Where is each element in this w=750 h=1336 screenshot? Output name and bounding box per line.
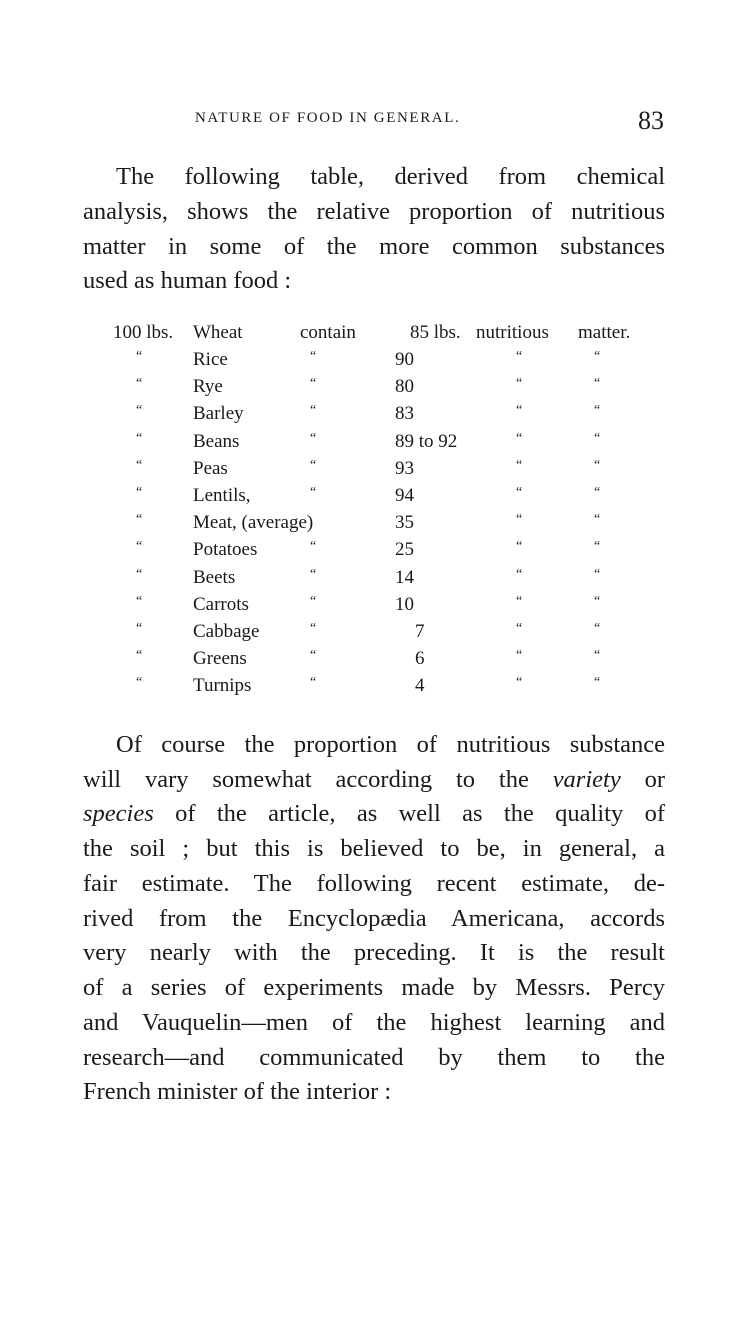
cell-ditto-unit1: “ xyxy=(516,457,523,473)
cell-ditto-qty: “ xyxy=(136,621,143,636)
cell-ditto-verb: “ xyxy=(310,349,317,364)
cell-ditto-unit2: “ xyxy=(594,376,601,392)
cell-item: Meat, (average) xyxy=(193,512,314,534)
text: or xyxy=(620,766,665,793)
cell-amount: 35 xyxy=(395,512,414,534)
cell-ditto-qty: “ xyxy=(136,648,143,664)
cell-ditto-verb: “ xyxy=(310,485,317,500)
table-row xyxy=(0,458,750,484)
cell-ditto-verb: “ xyxy=(310,621,317,636)
cell-ditto-unit1: “ xyxy=(516,485,523,500)
cell-amount: 85 lbs. xyxy=(410,322,461,343)
cell-ditto-unit2: “ xyxy=(594,485,601,500)
cell-ditto-verb: “ xyxy=(310,675,317,691)
body-line xyxy=(83,799,665,829)
table-row xyxy=(0,512,750,538)
cell-item: Beets xyxy=(193,566,236,588)
cell-item: Rye xyxy=(193,376,223,398)
cell-ditto-unit2: “ xyxy=(594,539,601,555)
cell-ditto-unit1: “ xyxy=(516,539,523,555)
table-row xyxy=(0,621,750,647)
cell-unit2: matter. xyxy=(578,322,631,343)
table-row xyxy=(0,322,750,348)
cell-amount: 83 xyxy=(395,403,414,425)
body-line: and Vauquelin—men of the highest learning and xyxy=(83,1009,665,1036)
cell-ditto-verb: “ xyxy=(310,648,317,664)
cell-item: Greens xyxy=(193,648,247,670)
cell-amount: 80 xyxy=(395,376,414,398)
body-line: research—and communicated by them to the xyxy=(83,1044,665,1071)
cell-ditto-qty: “ xyxy=(136,457,143,473)
cell-ditto-unit1: “ xyxy=(516,349,523,364)
cell-verb: contain xyxy=(300,322,356,343)
cell-ditto-unit2: “ xyxy=(594,349,601,364)
cell-ditto-unit1: “ xyxy=(516,648,523,664)
italic-text: variety xyxy=(552,766,621,793)
cell-amount: 94 xyxy=(395,485,414,506)
cell-item: Beans xyxy=(193,430,240,452)
cell-item: Potatoes xyxy=(193,539,258,561)
cell-amount: 89 to 92 xyxy=(395,430,458,452)
cell-ditto-unit2: “ xyxy=(594,430,601,446)
cell-ditto-unit1: “ xyxy=(516,566,523,582)
cell-ditto-verb: “ xyxy=(310,539,317,555)
cell-amount: 14 xyxy=(395,566,414,588)
intro-line: analysis, shows the relative proportion of nutritious xyxy=(83,198,665,225)
cell-ditto-verb: “ xyxy=(310,430,317,446)
cell-amount: 6 xyxy=(415,648,425,670)
cell-ditto-unit1: “ xyxy=(516,430,523,446)
cell-ditto-qty: “ xyxy=(136,349,143,364)
table-row xyxy=(0,376,750,402)
intro-line: used as human food : xyxy=(83,267,292,294)
cell-ditto-unit1: “ xyxy=(516,621,523,636)
running-title: NATURE OF FOOD IN GENERAL. xyxy=(195,110,461,126)
cell-item: Carrots xyxy=(193,593,249,615)
intro-line: The following table, derived from chemical xyxy=(116,163,665,190)
cell-amount: 90 xyxy=(395,349,414,370)
cell-ditto-unit2: “ xyxy=(594,621,601,636)
cell-amount: 25 xyxy=(395,539,414,561)
cell-item: Peas xyxy=(193,457,228,479)
cell-item: Cabbage xyxy=(193,621,260,642)
cell-ditto-unit2: “ xyxy=(594,566,601,582)
cell-ditto-unit2: “ xyxy=(594,675,601,691)
cell-ditto-qty: “ xyxy=(136,675,143,691)
cell-ditto-unit2: “ xyxy=(594,457,601,473)
table-row xyxy=(0,648,750,674)
cell-amount: 7 xyxy=(415,621,425,642)
text: will vary somewhat according to the xyxy=(83,766,553,793)
cell-ditto-qty: “ xyxy=(136,485,143,500)
cell-ditto-verb: “ xyxy=(310,566,317,582)
intro-line: matter in some of the more common substances xyxy=(83,233,665,260)
cell-ditto-verb: “ xyxy=(310,593,317,609)
italic-text: species xyxy=(83,800,154,827)
cell-ditto-verb: “ xyxy=(310,376,317,392)
body-line: French minister of the interior : xyxy=(83,1078,392,1105)
cell-ditto-qty: “ xyxy=(136,593,143,609)
cell-ditto-unit1: “ xyxy=(516,376,523,392)
cell-amount: 10 xyxy=(395,593,414,615)
body-line xyxy=(83,765,665,795)
body-line: the soil ; but this is believed to be, in general, a xyxy=(83,835,665,862)
body-line: of a series of experiments made by Messrs. Percy xyxy=(83,974,665,1001)
cell-amount: 4 xyxy=(415,675,425,697)
cell-qty: 100 lbs. xyxy=(113,322,174,343)
cell-ditto-unit2: “ xyxy=(594,593,601,609)
cell-ditto-unit1: “ xyxy=(516,593,523,609)
cell-amount: 93 xyxy=(395,457,414,479)
page-number: 83 xyxy=(638,106,664,135)
cell-ditto-qty: “ xyxy=(136,566,143,582)
cell-item: Turnips xyxy=(193,675,252,697)
cell-ditto-unit1: “ xyxy=(516,512,523,528)
body-line: rived from the Encyclopædia Americana, accords xyxy=(83,905,665,932)
body-line: very nearly with the preceding. It is the result xyxy=(83,939,665,966)
cell-ditto-verb: “ xyxy=(310,403,317,419)
cell-item: Rice xyxy=(193,349,228,370)
text: of the article, as well as the quality of xyxy=(153,800,665,827)
table-row xyxy=(0,349,750,375)
cell-ditto-qty: “ xyxy=(136,430,143,446)
cell-ditto-qty: “ xyxy=(136,403,143,419)
body-line: fair estimate. The following recent estimate, de- xyxy=(83,870,665,897)
table-row xyxy=(0,403,750,429)
cell-ditto-unit2: “ xyxy=(594,512,601,528)
table-row xyxy=(0,539,750,565)
table-row xyxy=(0,485,750,511)
cell-unit1: nutritious xyxy=(476,322,549,343)
cell-ditto-unit2: “ xyxy=(594,403,601,419)
cell-item: Barley xyxy=(193,403,244,425)
cell-ditto-qty: “ xyxy=(136,512,143,528)
cell-item: Lentils, xyxy=(193,485,251,506)
table-row xyxy=(0,567,750,593)
cell-ditto-unit1: “ xyxy=(516,403,523,419)
cell-item: Wheat xyxy=(193,322,243,343)
table-row xyxy=(0,594,750,620)
cell-ditto-qty: “ xyxy=(136,539,143,555)
body-line: Of course the proportion of nutritious substance xyxy=(116,731,665,758)
cell-ditto-unit2: “ xyxy=(594,648,601,664)
cell-ditto-qty: “ xyxy=(136,376,143,392)
cell-ditto-verb: “ xyxy=(310,457,317,473)
table-row xyxy=(0,675,750,701)
table-row xyxy=(0,431,750,457)
cell-ditto-unit1: “ xyxy=(516,675,523,691)
